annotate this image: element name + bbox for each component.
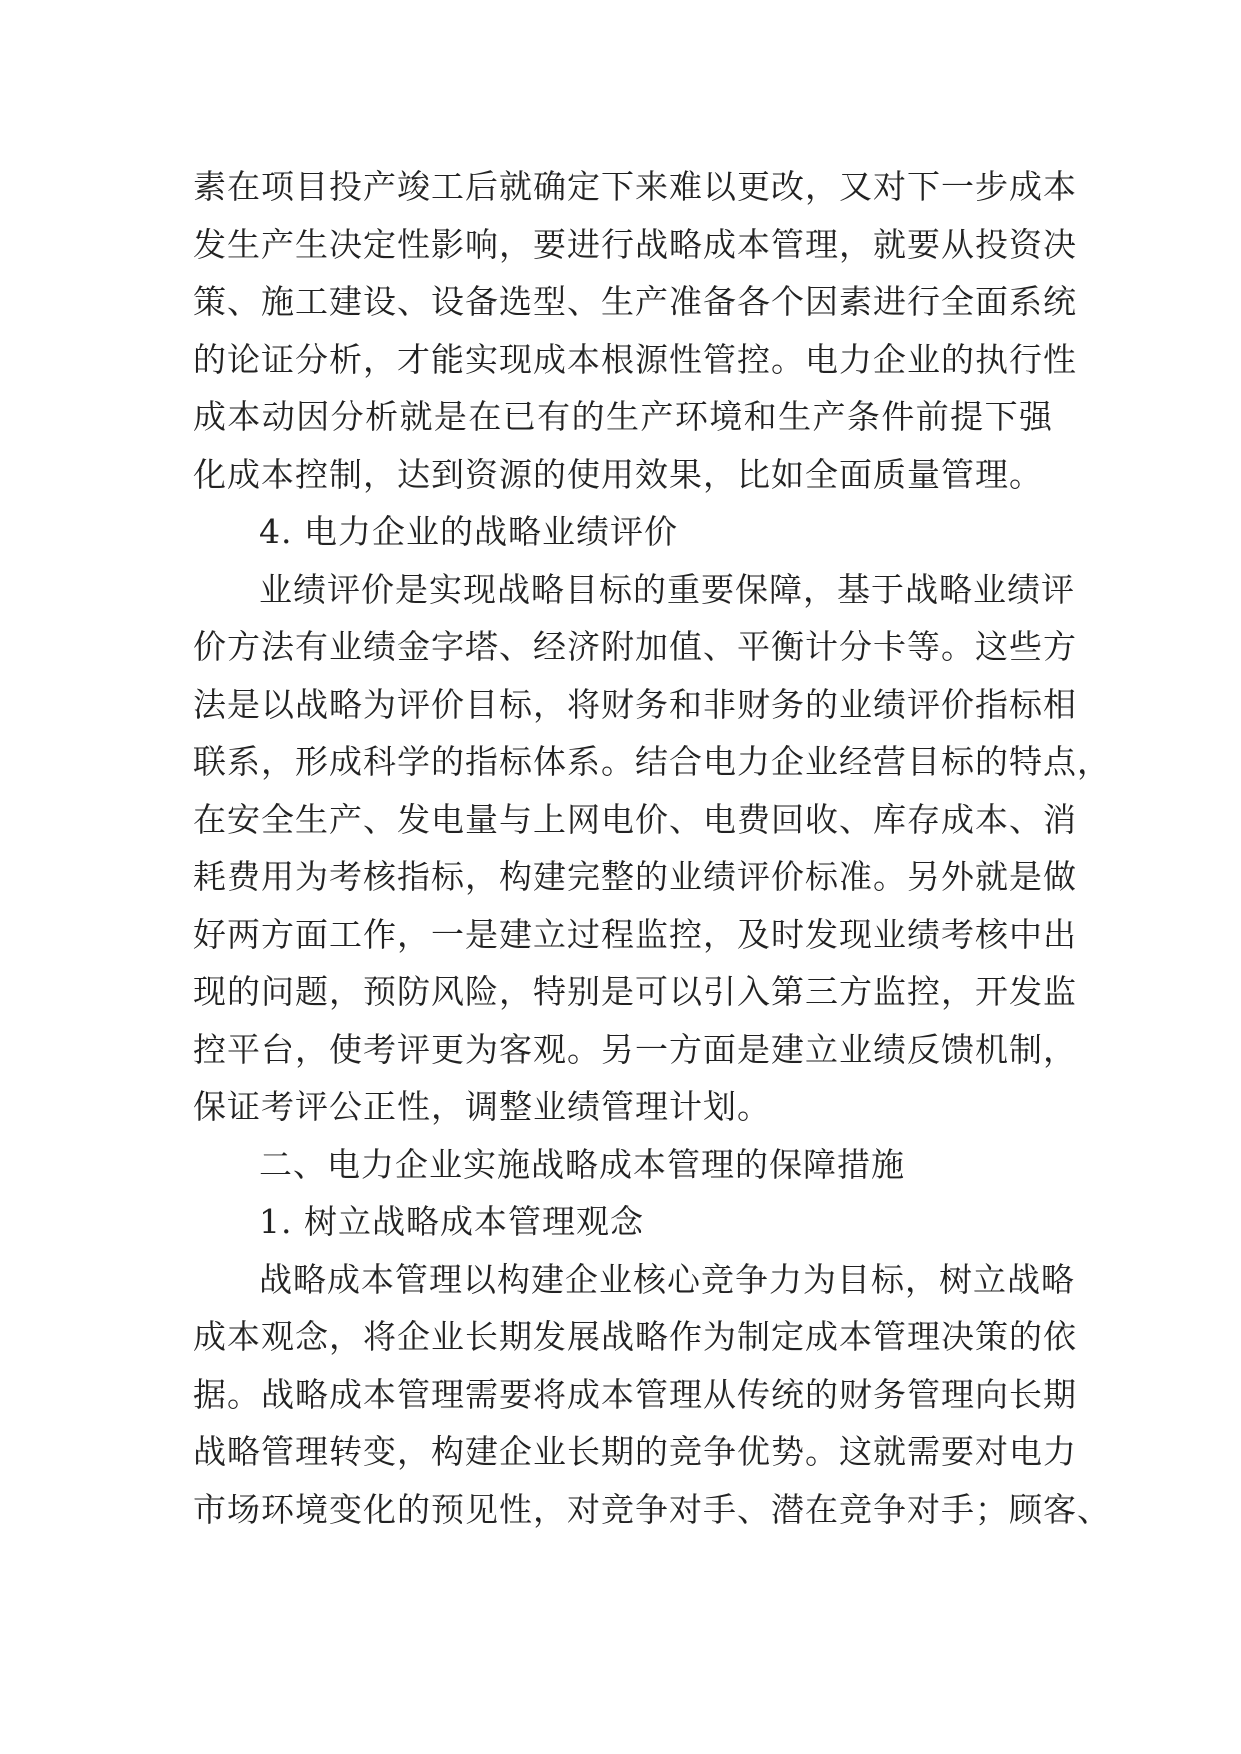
text-line: 化成本控制，达到资源的使用效果，比如全面质量管理。 <box>193 454 1043 494</box>
text-line: 控平台，使考评更为客观。另一方面是建立业绩反馈机制， <box>193 1029 1077 1069</box>
text-line: 1. 树立战略成本管理观念 <box>259 1202 644 1241</box>
text-line: 4. 电力企业的战略业绩评价 <box>259 512 678 551</box>
text-line: 的论证分析，才能实现成本根源性管控。电力企业的执行性 <box>193 339 1077 379</box>
text-line: 在安全生产、发电量与上网电价、电费回收、库存成本、消 <box>193 799 1077 839</box>
text-line: 市场环境变化的预见性，对竞争对手、潜在竞争对手；顾客、 <box>193 1489 1111 1529</box>
text-line: 据。战略成本管理需要将成本管理从传统的财务管理向长期 <box>193 1374 1077 1414</box>
text-line: 法是以战略为评价目标，将财务和非财务的业绩评价指标相 <box>193 684 1077 724</box>
text-line: 素在项目投产竣工后就确定下来难以更改，又对下一步成本 <box>193 167 1077 206</box>
text-line: 二、电力企业实施战略成本管理的保障措施 <box>259 1144 905 1184</box>
document-body <box>193 158 1111 1538</box>
text-line: 战略成本管理以构建企业核心竞争力为目标，树立战略 <box>259 1259 1075 1299</box>
text-line: 发生产生决定性影响，要进行战略成本管理，就要从投资决 <box>193 224 1077 264</box>
text-line: 现的问题，预防风险，特别是可以引入第三方监控，开发监 <box>193 972 1077 1011</box>
text-line: 成本动因分析就是在已有的生产环境和生产条件前提下强 <box>193 397 1053 436</box>
text-line: 业绩评价是实现战略目标的重要保障，基于战略业绩评 <box>259 569 1075 609</box>
text-line: 战略管理转变，构建企业长期的竞争优势。这就需要对电力 <box>193 1432 1077 1471</box>
text-line: 成本观念，将企业长期发展战略作为制定成本管理决策的依 <box>193 1317 1077 1356</box>
text-line: 好两方面工作，一是建立过程监控，及时发现业绩考核中出 <box>193 914 1077 954</box>
text-line: 耗费用为考核指标，构建完整的业绩评价标准。另外就是做 <box>193 857 1077 896</box>
text-line: 价方法有业绩金字塔、经济附加值、平衡计分卡等。这些方 <box>193 627 1077 666</box>
text-line: 保证考评公正性，调整业绩管理计划。 <box>193 1087 771 1126</box>
text-line: 策、施工建设、设备选型、生产准备各个因素进行全面系统 <box>193 282 1077 321</box>
text-line: 联系，形成科学的指标体系。结合电力企业经营目标的特点， <box>193 742 1111 781</box>
